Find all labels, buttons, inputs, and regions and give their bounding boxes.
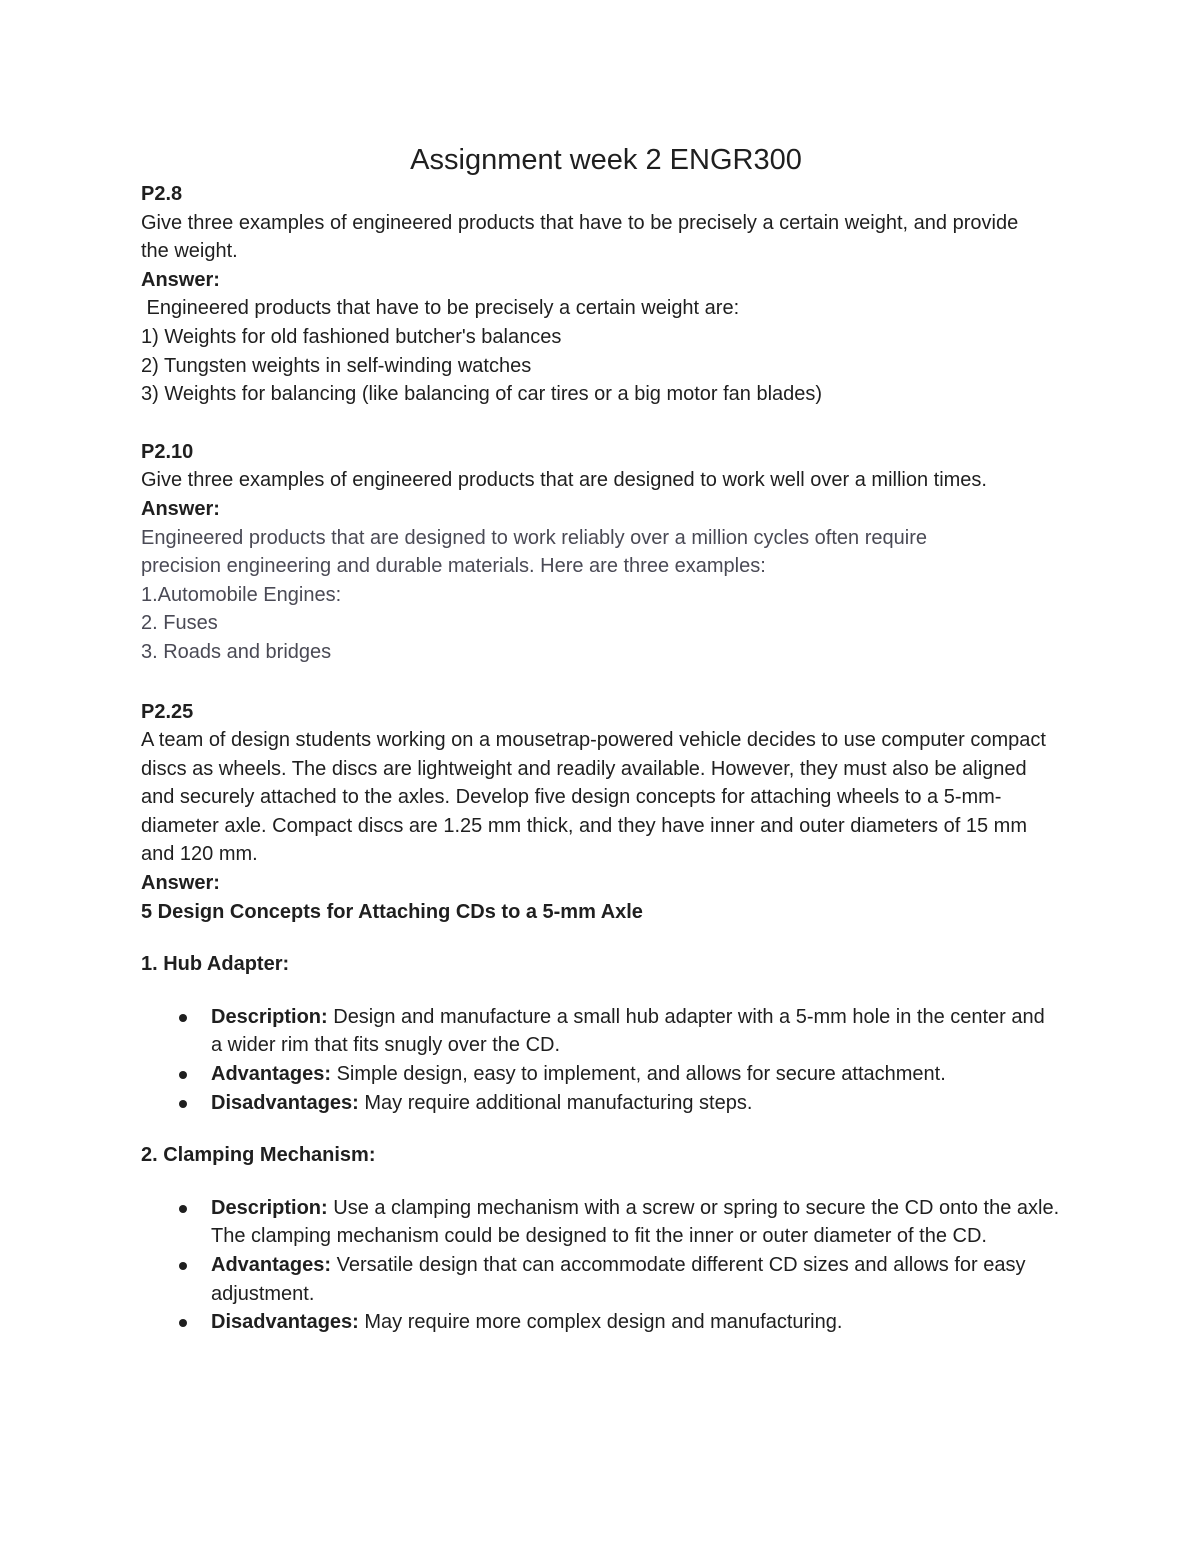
concept-2-bullet-list bbox=[141, 1194, 1071, 1337]
answer-item-p2-8-1: 1) Weights for old fashioned butcher's balances bbox=[141, 325, 562, 348]
answer-item-p2-8-2: 2) Tungsten weights in self-winding watches bbox=[141, 354, 532, 377]
answer-item-p2-8-3: 3) Weights for balancing (like balancing of car tires or a big motor fan blades) bbox=[141, 383, 823, 406]
bullet-icon bbox=[179, 1262, 187, 1270]
bullet-icon bbox=[179, 1205, 187, 1213]
bullet-text: Simple design, easy to implement, and allows for secure attachment. bbox=[331, 1063, 946, 1086]
answer-intro-p2-10: Engineered products that are designed to work reliably over a million cycles often require precision engineering and durable materials. Here are three examples: bbox=[141, 526, 927, 578]
bullet-icon bbox=[179, 1014, 187, 1022]
question-heading-p2-8: P2.8 bbox=[141, 183, 183, 205]
bullet-label: Advantages: bbox=[211, 1254, 332, 1276]
concept-1-bullet-advantages bbox=[141, 1060, 1071, 1089]
bullet-label: Description: bbox=[211, 1005, 328, 1028]
bullet-icon bbox=[179, 1071, 187, 1079]
concept-title-2: 2. Clamping Mechanism: bbox=[141, 1144, 376, 1167]
answer-intro-p2-8: Engineered products that have to be precisely a certain weight are: bbox=[141, 297, 740, 320]
question-heading-p2-10: P2.10 bbox=[141, 440, 194, 463]
document-page bbox=[141, 140, 1071, 1337]
document-title: Assignment week 2 ENGR300 bbox=[410, 144, 802, 176]
bullet-icon bbox=[179, 1319, 187, 1327]
concept-title-1: 1. Hub Adapter: bbox=[141, 953, 290, 976]
answer-label-p2-25: Answer: bbox=[141, 872, 220, 895]
question-heading-p2-25: P2.25 bbox=[141, 700, 194, 723]
concept-1-bullet-disadvantages bbox=[141, 1089, 1071, 1118]
bullet-text: Use a clamping mechanism with a screw or spring to secure the CD onto the axle. The clamping mechanism could be designed to fit the inner or outer diameter of the CD. bbox=[211, 1196, 1060, 1248]
bullet-icon bbox=[179, 1100, 187, 1108]
concept-2-bullet-disadvantages bbox=[141, 1308, 1071, 1337]
answer-item-p2-10-3: 3. Roads and bridges bbox=[141, 640, 332, 663]
concept-2-bullet-description bbox=[141, 1194, 1071, 1251]
bullet-label: Disadvantages: bbox=[211, 1311, 359, 1334]
bullet-text: May require more complex design and manufacturing. bbox=[358, 1311, 843, 1334]
answer-item-p2-10-1: 1.Automobile Engines: bbox=[141, 583, 342, 606]
concept-2-bullet-advantages bbox=[141, 1251, 1071, 1308]
bullet-text: Versatile design that can accommodate different CD sizes and allows for easy adjustment. bbox=[211, 1254, 1026, 1305]
bullet-text: Design and manufacture a small hub adapter with a 5-mm hole in the center and a wider rim that fits snugly over the CD. bbox=[211, 1005, 1045, 1057]
answer-label-p2-10: Answer: bbox=[141, 497, 220, 520]
concept-1-bullet-list bbox=[141, 1003, 1071, 1117]
bullet-label: Disadvantages: bbox=[211, 1091, 359, 1114]
answer-item-p2-10-2: 2. Fuses bbox=[141, 612, 218, 635]
answer-label-p2-8: Answer: bbox=[141, 268, 220, 291]
bullet-label: Advantages: bbox=[211, 1063, 332, 1086]
question-text-p2-10: Give three examples of engineered products that are designed to work well over a million times. bbox=[141, 469, 987, 492]
bullet-label: Description: bbox=[211, 1196, 328, 1219]
bullet-text: May require additional manufacturing steps. bbox=[358, 1091, 753, 1114]
question-text-p2-25: A team of design students working on a mousetrap-powered vehicle decides to use computer compact discs as wheels. The discs are lightweight and readily available. However, they must also be aligned and securely attached to the axles. Develop five design concepts for attaching wheels to a 5-mm-diameter axle. Compact discs are 1.25 mm thick, and they have inner and outer diameters of 15 mm and 120 mm. bbox=[141, 729, 1046, 866]
answer-subheading-p2-25: 5 Design Concepts for Attaching CDs to a 5-mm Axle bbox=[141, 900, 643, 923]
concept-1-bullet-description bbox=[141, 1003, 1061, 1060]
question-text-p2-8: Give three examples of engineered products that have to be precisely a certain weight, and provide the weight. bbox=[141, 211, 1019, 263]
